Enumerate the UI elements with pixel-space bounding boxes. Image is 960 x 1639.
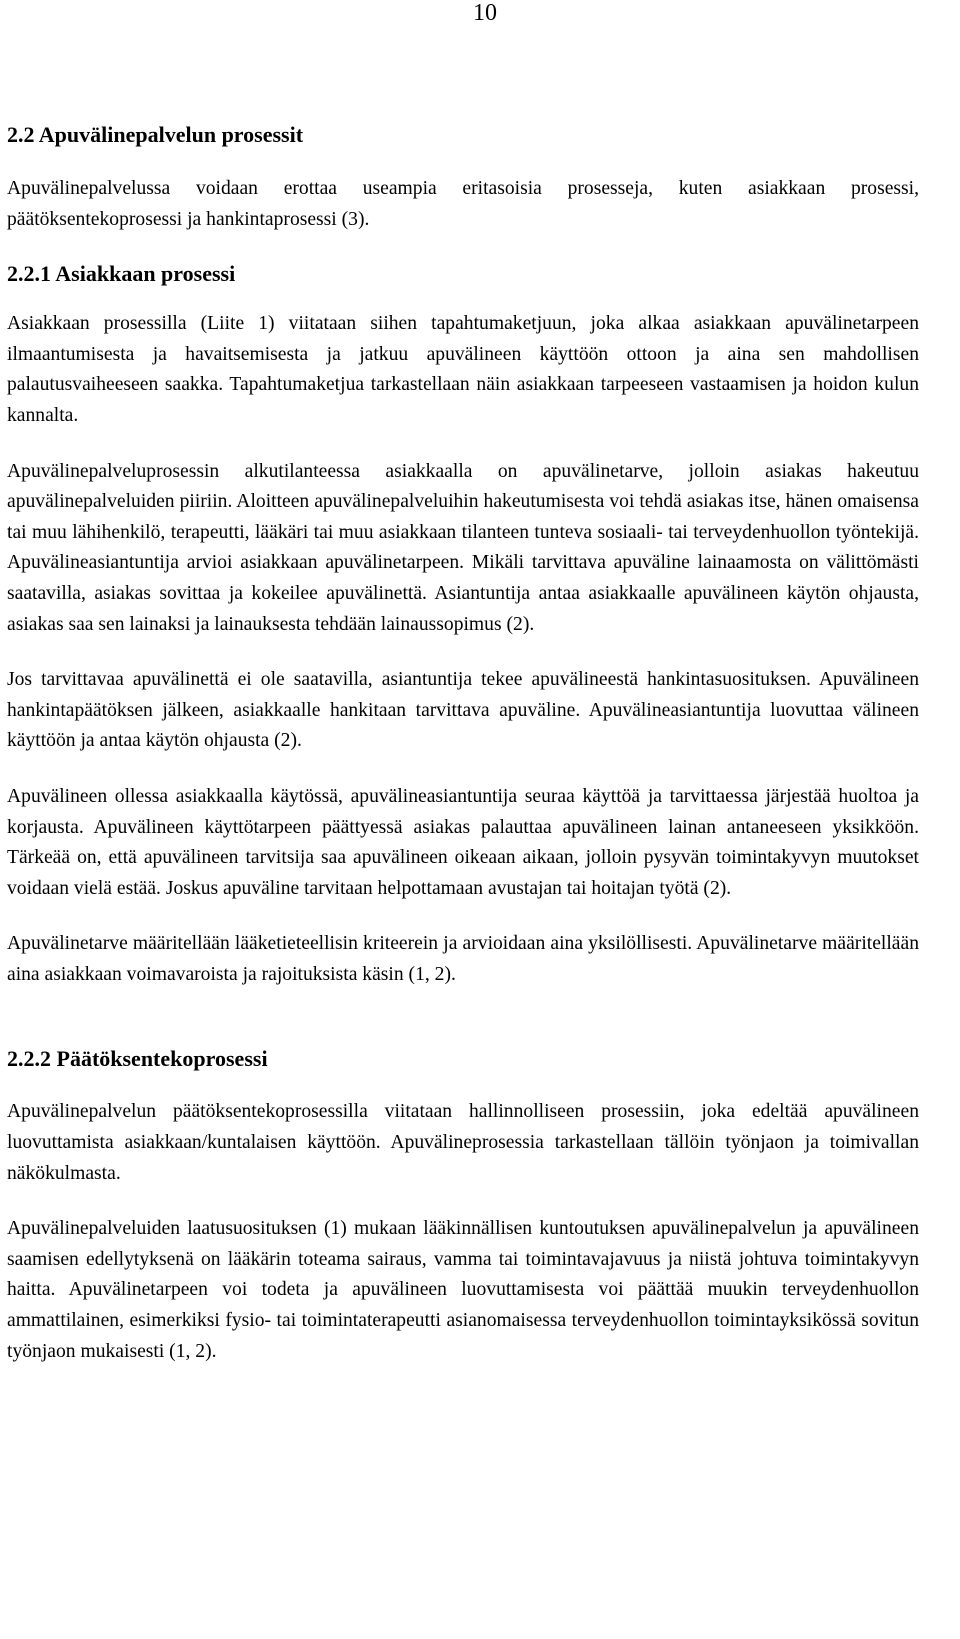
- page-content: [7, 121, 919, 1367]
- paragraph: Jos tarvittavaa apuvälinettä ei ole saatavilla, asiantuntija tekee apuvälineestä hankintasuosituksen. Apuvälineen hankintapäätöksen jälkeen, asiakkaalle hankitaan tarvittava apuväline. Apuvälineasiantuntija luovuttaa välineen käyttöön ja antaa käytön ohjausta (2).: [7, 669, 919, 752]
- subsection-heading-paatoksentekoprosessi: 2.2.2 Päätöksentekoprosessi: [7, 1046, 268, 1072]
- section-heading: 2.2 Apuvälinepalvelun prosessit: [7, 122, 304, 147]
- paragraph: Asiakkaan prosessilla (Liite 1) viitataan siihen tapahtumaketjuun, joka alkaa asiakkaan apuvälinetarpeen ilmaantumisesta ja havaitsemisesta ja jatkuu apuvälineen käyttöön ottoon ja aina sen mahdollisen palautusvaiheeseen saakka. Tapahtumaketjua tarkastellaan näin asiakkaan tarpeeseen vastaamisen ja hoidon kulun kannalta.: [7, 313, 919, 426]
- subsection-heading-asiakkaan-prosessi: 2.2.1 Asiakkaan prosessi: [7, 261, 236, 287]
- section-intro-paragraph: Apuvälinepalvelussa voidaan erottaa useampia eritasoisia prosesseja, kuten asiakkaan prosessi, päätöksentekoprosessi ja hankintaprosessi (3).: [7, 178, 919, 230]
- paragraph: Apuvälineen ollessa asiakkaalla käytössä, apuvälineasiantuntija seuraa käyttöä ja tarvittaessa järjestää huoltoa ja korjausta. Apuvälineen käyttötarpeen päättyessä asiakas palauttaa apuvälineen lainan antaneeseen yksikköön. Tärkeää on, että apuvälineen tarvitsija saa apuvälineen oikeaan aikaan, jolloin pysyvän toimintakyvyn muutokset voidaan vielä estää. Joskus apuväline tarvitaan helpottamaan avustajan tai hoitajan työtä (2).: [7, 785, 919, 899]
- page-number: 10: [473, 0, 497, 26]
- paragraph: Apuvälinepalveluprosessin alkutilanteessa asiakkaalla on apuvälinetarve, jolloin asiakas hakeutuu apuvälinepalveluiden piiriin. Aloitteen apuvälinepalveluihin hakeutumisesta voi tehdä asiakas itse, hänen omaisensa tai muu lähihenkilö, terapeutti, lääkäri tai muu asiakkaan tilanteen tunteva sosiaali- tai terveydenhuollon työntekijä. Apuvälineasiantuntija arvioi asiakkaan apuvälinetarpeen. Mikäli tarvittava apuväline lainaamosta on välittömästi saatavilla, asiakas sovittaa ja kokeilee apuvälinettä. Asiantuntija antaa asiakkaalle apuvälineen käytön ohjausta, asiakas saa sen lainaksi ja lainauksesta tehdään lainaussopimus (2).: [7, 460, 919, 635]
- paragraph: Apuvälinepalveluiden laatusuosituksen (1) mukaan lääkinnällisen kuntoutuksen apuvälinepalvelun ja apuvälineen saamisen edellytyksenä on lääkärin toteama sairaus, vamma tai toimintavajavuus ja niistä johtuva toimintakyvyn haitta. Apuvälinetarpeen voi todeta ja apuvälineen luovuttamisesta voi päättää muukin terveydenhuollon ammattilainen, esimerkiksi fysio- tai toimintaterapeutti asianomaisessa terveydenhuollon toimintayksikössä sovitun työnjaon mukaisesti (1, 2).: [7, 1218, 919, 1362]
- paragraph: Apuvälinetarve määritellään lääketieteellisin kriteerein ja arvioidaan aina yksilöllisesti. Apuvälinetarve määritellään aina asiakkaan voimavaroista ja rajoituksista käsin (1, 2).: [7, 933, 919, 985]
- paragraph: Apuvälinepalvelun päätöksentekoprosessilla viitataan hallinnolliseen prosessiin, joka edeltää apuvälineen luovuttamista asiakkaan/kuntalaisen käyttöön. Apuvälineprosessia tarkastellaan tällöin työnjaon ja toimivallan näkökulmasta.: [7, 1101, 919, 1184]
